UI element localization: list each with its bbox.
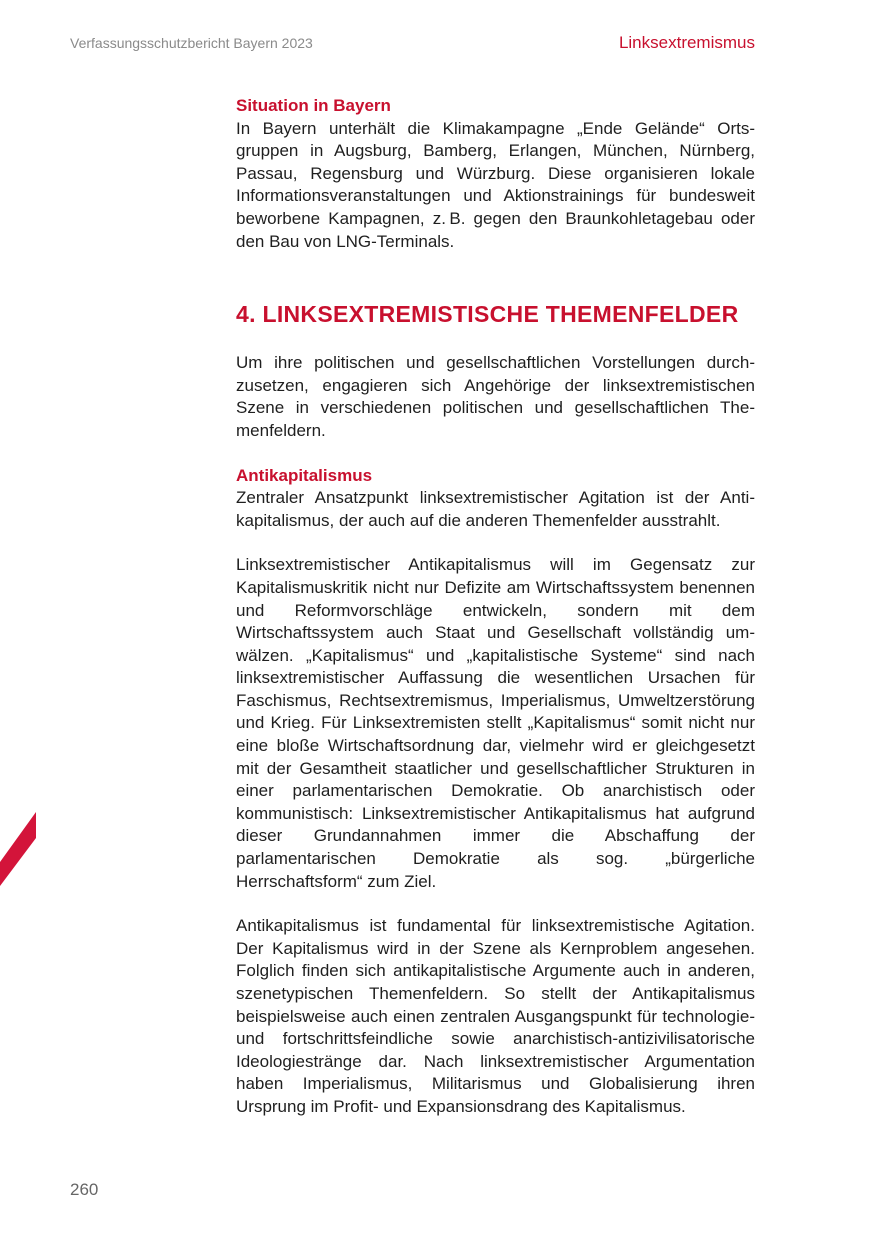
running-header-publication: Verfassungsschutzbericht Bayern 2023 <box>70 35 313 51</box>
page-number: 260 <box>70 1180 99 1199</box>
antikapitalismus-paragraph-2: Linksextremistischer Antikapitalismus will im Gegensatz zur Kapitalismuskritik nicht nur Defizite am Wirtschaftssystem benennen und Reformvorschläge entwickeln, sondern mit dem Wirtschaftssystem auch Staat und Gesellschaft vollständig umwälzen. „Kapitalismus“ und „kapitalistische Systeme“ sind nach linksextremistischer Auffassung die wesentlichen Ursachen für Faschismus, Rechtsextremismus, Imperialismus, Umweltzerstörung und Krieg. Für Linksextremisten stellt „Kapitalismus“ somit nicht nur eine bloße Wirtschaftsordnung dar, vielmehr wird er gleichgesetzt mit der Gesamtheit staatlicher und gesellschaftlicher Strukturen in einer parlamentarischen Demokratie. Ob anarchistisch oder kommunistisch: Linksextremistischer Antikapitalismus hat aufgrund dieser Grundannahmen immer die Abschaffung der parlamentarischen Demokratie als sog. „bürgerliche Herrschaftsform“ zum Ziel. <box>236 555 755 891</box>
antikapitalismus-paragraph-3: Antikapitalismus ist fundamental für linksextremistische Agitation. Der Kapitalismus wird in der Szene als Kernproblem angesehen. Folglich finden sich antikapitalistische Argumente auch in anderen, szenetypischen Themenfeldern. So stellt der Antikapitalismus beispielsweise auch einen zentralen Ausgangspunkt für technologie- und fortschrittsfeindliche sowie anarchistisch-antizivilisatorische Ideologiestränge dar. Nach linksextremistischer Argumentation haben Imperialismus, Militarismus und Globalisierung ihren Ursprung im Profit- und Expansionsdrang des Kapitalismus. <box>236 916 755 1116</box>
situation-heading: Situation in Bayern <box>236 96 391 115</box>
chapter-title: 4. LINKSEXTREMISTISCHE THEMENFELDER <box>236 301 739 328</box>
situation-paragraph: In Bayern unterhält die Klimakampagne „Ende Gelände“ Ortsgruppen in Augsburg, Bamberg, Erlangen, München, Nürnberg, Passau, Regensburg und Würzburg. Diese organisieren lokale Informationsveranstaltungen und Aktionstrainings für bundesweit beworbene Kampagnen, z. B. gegen den Braunkohletagebau oder den Bau von LNG-Terminals. <box>236 118 755 251</box>
chapter-intro-paragraph: Um ihre politischen und gesellschaftlichen Vorstellungen durchzusetzen, engagieren sich Angehörige der linksextremistischen Szene in verschiedenen politischen und gesellschaftlichen Themenfeldern. <box>236 353 755 440</box>
running-header-chapter: Linksextremismus <box>618 33 755 52</box>
antikapitalismus-heading: Antikapitalismus <box>236 465 373 485</box>
chapter-side-marker <box>0 812 36 886</box>
page-body <box>236 95 755 1119</box>
antikapitalismus-paragraph-1: Zentraler Ansatzpunkt linksextremistischer Agitation ist der Antikapitalismus, der auch auf die anderen Themenfelder ausstrahlt. <box>236 488 755 530</box>
